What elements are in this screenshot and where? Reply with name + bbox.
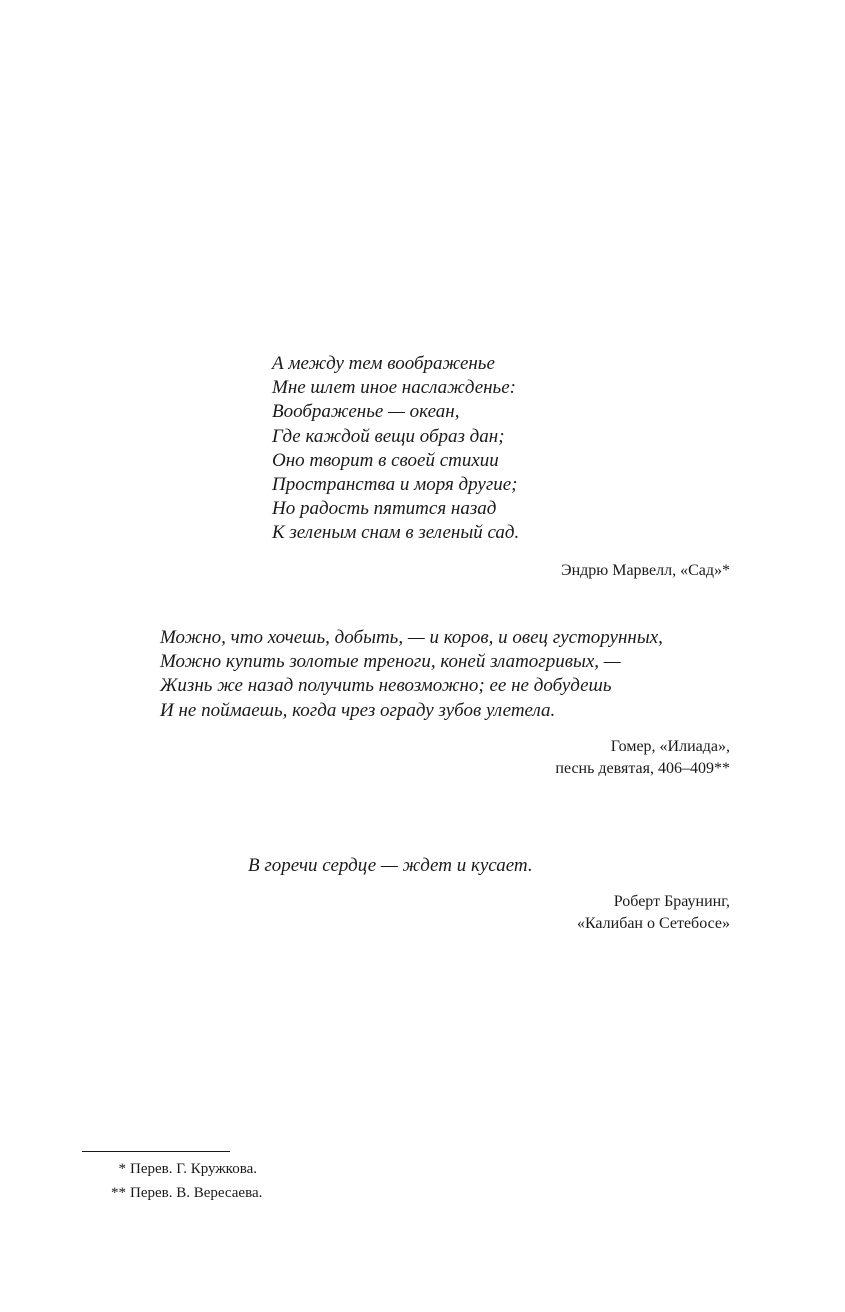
verse-line: И не поймаешь, когда чрез ограду зубов улетела. bbox=[160, 699, 556, 721]
attribution-line: Эндрю Марвелл, «Сад»* bbox=[561, 561, 730, 579]
verse-line: В горечи сердце — ждет и кусает. bbox=[248, 855, 533, 876]
footnote bbox=[82, 1181, 382, 1205]
attribution bbox=[272, 560, 730, 582]
verse-line: Мне шлет иное наслажденье: bbox=[272, 377, 516, 399]
verse-line: Жизнь же назад получить невозможно; ее не добудешь bbox=[160, 675, 612, 697]
epigraph-browning bbox=[248, 854, 730, 935]
attribution bbox=[248, 891, 730, 935]
verse-line: Пространства и моря другие; bbox=[272, 474, 518, 496]
verse-line: Где каждой вещи образ дан; bbox=[272, 425, 505, 447]
verse-line: А между тем воображенье bbox=[272, 353, 495, 374]
footnote bbox=[82, 1157, 382, 1181]
attribution-line: песнь девятая, 406–409** bbox=[555, 759, 730, 777]
footnote-text: Перев. В. Вересаева. bbox=[130, 1185, 263, 1201]
verse-line: Воображенье — океан, bbox=[272, 401, 460, 423]
footnote-divider bbox=[82, 1151, 230, 1152]
attribution-line: Роберт Браунинг, bbox=[613, 893, 730, 911]
verse-line: К зеленым снам в зеленый сад. bbox=[272, 522, 520, 544]
verse bbox=[272, 352, 730, 546]
epigraph-homer bbox=[160, 626, 730, 780]
attribution bbox=[160, 736, 730, 780]
footnote-text: Перев. Г. Кружкова. bbox=[130, 1161, 258, 1177]
footnotes bbox=[82, 1157, 382, 1205]
verse-line: Можно, что хочешь, добыть, — и коров, и овец густорунных, bbox=[160, 627, 663, 648]
verse bbox=[248, 854, 730, 878]
attribution-line: Гомер, «Илиада», bbox=[610, 737, 730, 755]
attribution-line: «Калибан о Сетебосе» bbox=[576, 915, 730, 933]
verse-line: Но радость пятится назад bbox=[272, 498, 497, 520]
footnote-marker: * bbox=[118, 1161, 126, 1177]
verse-line: Оно творит в своей стихии bbox=[272, 449, 499, 471]
epigraph-marvell bbox=[272, 352, 730, 582]
footnote-marker: ** bbox=[111, 1185, 126, 1201]
verse bbox=[160, 626, 730, 723]
verse-line: Можно купить золотые треноги, коней златогривых, — bbox=[160, 651, 621, 673]
